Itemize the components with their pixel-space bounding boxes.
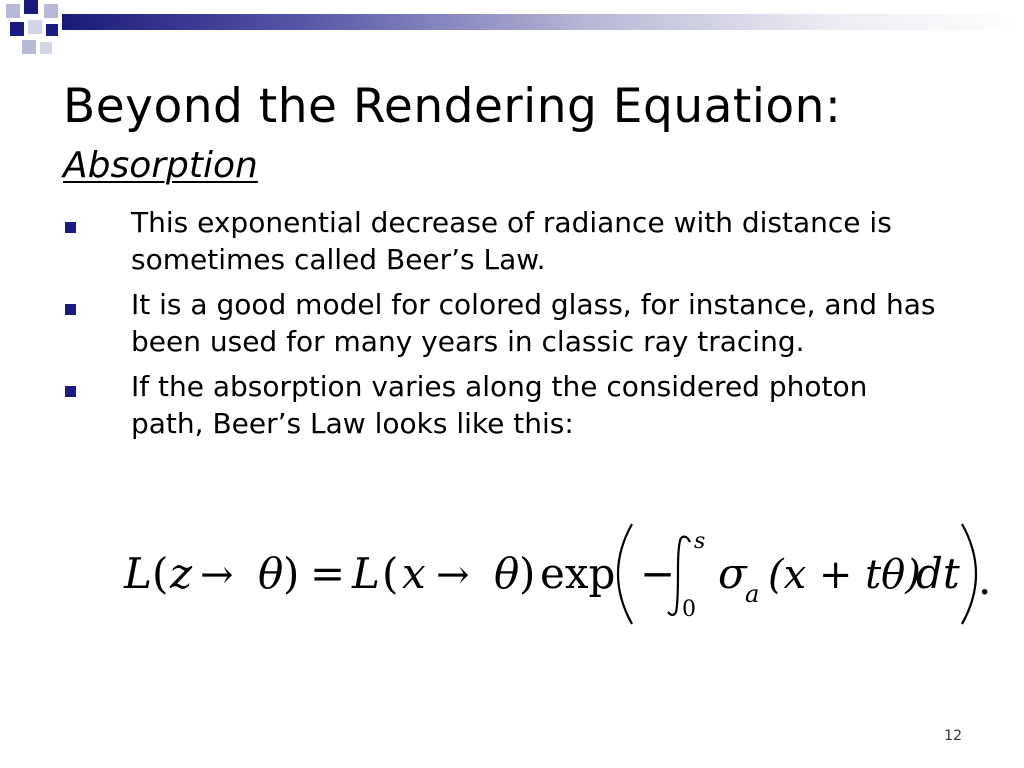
ornament-square [22, 40, 36, 54]
eq-exp: exp [540, 549, 616, 598]
ornament-square [6, 4, 20, 18]
ornament-square [10, 22, 24, 36]
eq-rhs-arg: x [402, 549, 426, 598]
eq-upper-limit: s [694, 529, 706, 554]
bullet-item [62, 286, 942, 360]
eq-equals: = [310, 549, 346, 598]
eq-lhs-L: L [124, 549, 152, 598]
bullet-square-icon [65, 386, 76, 397]
eq-big-right-paren [962, 524, 976, 624]
eq-rhs-L: L [352, 549, 380, 598]
bullet-square-icon [65, 222, 76, 233]
eq-arrow: → [200, 552, 234, 598]
eq-sigma: σ [718, 549, 747, 598]
eq-integrand: (x + tθ) [768, 552, 921, 598]
bullet-text: This exponential decrease of radiance with distance is sometimes called Beer’s Law. [131, 206, 892, 276]
eq-minus: − [640, 549, 676, 598]
bullet-item [62, 368, 942, 442]
bullet-text: If the absorption varies along the considered photon path, Beer’s Law looks like this: [131, 370, 868, 440]
eq-sigma-sub: a [745, 580, 760, 608]
eq-theta: θ [258, 549, 284, 598]
ornament-square [40, 42, 52, 54]
eq-arrow: → [436, 552, 470, 598]
eq-big-left-paren [618, 524, 632, 624]
bullet-square-icon [65, 304, 76, 315]
eq-lhs-arg: z [170, 549, 193, 598]
eq-paren: ( [152, 549, 169, 598]
bullet-list [62, 204, 942, 450]
page-number: 12 [944, 728, 962, 744]
ornament-square [44, 4, 58, 18]
slide-title: Beyond the Rendering Equation: [63, 79, 842, 134]
slide-subtitle: Absorption [63, 145, 258, 186]
bullet-text: It is a good model for colored glass, for instance, and has been used for many years in classic ray tracing. [131, 288, 936, 358]
eq-lower-limit: 0 [682, 597, 696, 622]
ornament-square [24, 0, 38, 14]
eq-paren: ) [283, 549, 300, 598]
corner-ornament [0, 0, 1024, 64]
eq-paren: ) [519, 549, 536, 598]
eq-paren: ( [382, 549, 399, 598]
ornament-square [46, 24, 58, 36]
eq-period: . [978, 555, 992, 604]
eq-theta: θ [494, 549, 520, 598]
bullet-item [62, 204, 942, 278]
eq-dt: dt [916, 549, 960, 598]
beers-law-equation [0, 510, 1024, 640]
equation-graphic [0, 510, 1024, 640]
header-gradient-bar [62, 14, 1024, 30]
ornament-square [28, 20, 42, 34]
